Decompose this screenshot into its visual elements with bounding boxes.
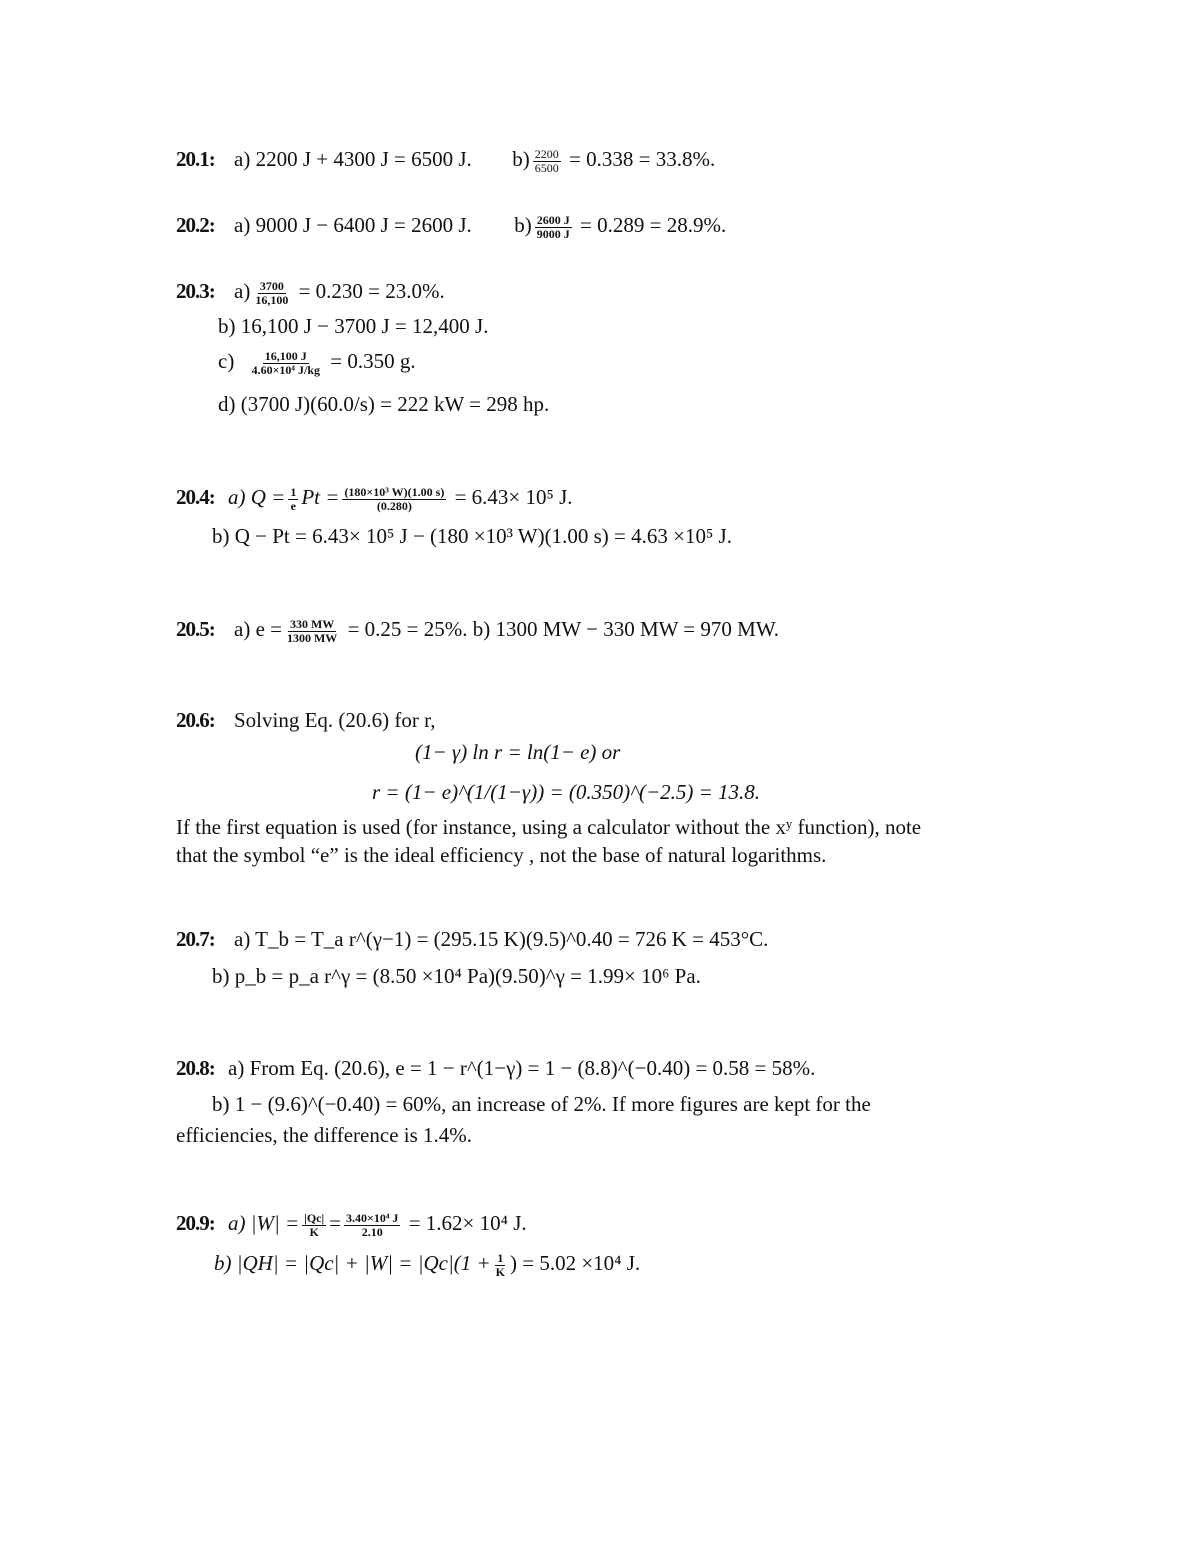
part-b-result: ) = 5.02 ×10⁴ J.	[510, 1250, 641, 1275]
problem-20-1	[176, 148, 715, 174]
fraction	[533, 148, 561, 174]
problem-label: 20.1:	[176, 146, 215, 171]
denominator: 4.60×10⁴ J/kg	[251, 362, 321, 377]
part-b-prefix: b)	[514, 212, 532, 237]
problem-20-4-part-b: b) Q − Pt = 6.43× 10⁵ J − (180 ×10³ W)(1.00 s) = 4.63 ×10⁵ J.	[212, 524, 732, 548]
denominator: 9000 J	[536, 226, 570, 241]
part-b-prefix: b) |QH| = |Qc| + |W| = |Qc|(1 +	[214, 1250, 491, 1275]
problem-20-8	[176, 1058, 815, 1079]
numerator: 3.40×10⁴ J	[346, 1211, 399, 1225]
fraction	[494, 1252, 507, 1278]
part-a: a) T_b = T_a r^(γ−1) = (295.15 K)(9.5)^0.40 = 726 K = 453°C.	[234, 927, 769, 951]
intro-text: Solving Eq. (20.6) for r,	[234, 708, 436, 732]
problem-label: 20.3:	[176, 278, 215, 303]
denominator: 1300 MW	[286, 630, 338, 645]
part-a: a) From Eq. (20.6), e = 1 − r^(1−γ) = 1 − (8.8)^(−0.40) = 0.58 = 58%.	[228, 1056, 816, 1080]
numerator: (180×10³ W)(1.00 s)	[344, 485, 445, 499]
numerator: 1	[290, 485, 297, 499]
problem-20-8-part-c: efficiencies, the difference is 1.4%.	[176, 1123, 473, 1147]
part-a-prefix: a) Q =	[228, 484, 286, 509]
problem-20-5	[176, 618, 779, 644]
fraction	[535, 214, 572, 240]
part-b-result: = 0.289 = 28.9%.	[580, 212, 727, 237]
equation-2: r = (1− e)^(1/(1−γ)) = (0.350)^(−2.5) = 13.8.	[372, 780, 761, 804]
denominator: e	[290, 498, 296, 513]
fraction	[288, 486, 298, 512]
part-a-result: = 6.43× 10⁵ J.	[454, 484, 573, 509]
part-a: a) 2200 J + 4300 J = 6500 J.	[234, 146, 472, 171]
part-a-prefix: a) e =	[234, 616, 282, 641]
problem-20-4	[176, 486, 573, 512]
problem-20-3	[176, 280, 445, 306]
problem-20-6	[176, 710, 436, 731]
part-c-prefix: c)	[218, 348, 235, 373]
part-a: a) 9000 J − 6400 J = 2600 J.	[234, 212, 472, 237]
fraction	[285, 618, 339, 644]
fraction	[342, 486, 446, 512]
numerator: 330 MW	[289, 617, 335, 631]
part-a-prefix: a)	[234, 278, 251, 303]
problem-20-7-part-b: b) p_b = p_a r^γ = (8.50 ×10⁴ Pa)(9.50)^γ = 1.99× 10⁶ Pa.	[212, 964, 701, 988]
denominator: (0.280)	[376, 498, 412, 513]
problem-label: 20.4:	[176, 484, 215, 509]
part-a-middle: Pt =	[301, 484, 340, 509]
numerator: |Qc|	[304, 1211, 325, 1225]
fraction	[253, 280, 290, 306]
problem-20-9	[176, 1212, 527, 1238]
numerator: 16,100 J	[264, 349, 307, 363]
part-a-result: = 0.25 = 25%. b) 1300 MW − 330 MW = 970 MW.	[347, 616, 779, 641]
problem-20-3-part-d: d) (3700 J)(60.0/s) = 222 kW = 298 hp.	[218, 392, 550, 416]
part-a-result: = 1.62× 10⁴ J.	[408, 1210, 527, 1235]
note-line-2: that the symbol “e” is the ideal efficiency , not the base of natural logarithms.	[176, 843, 827, 867]
problem-label: 20.5:	[176, 616, 215, 641]
part-b-result: = 0.338 = 33.8%.	[569, 146, 716, 171]
fraction	[250, 350, 322, 376]
part-a-prefix: a) |W| =	[228, 1210, 300, 1235]
note-line-1: If the first equation is used (for instance, using a calculator without the xʸ function), note	[176, 815, 922, 839]
part-a-middle: =	[329, 1210, 341, 1235]
problem-label: 20.7:	[176, 927, 215, 951]
problem-20-7	[176, 929, 768, 950]
problem-20-8-part-b: b) 1 − (9.6)^(−0.40) = 60%, an increase of 2%. If more figures are kept for the	[212, 1092, 871, 1116]
fraction	[344, 1212, 400, 1238]
fraction	[302, 1212, 326, 1238]
part-c-result: = 0.350 g.	[330, 348, 416, 373]
part-a-result: = 0.230 = 23.0%.	[298, 278, 445, 303]
denominator: 2.10	[361, 1224, 383, 1239]
problem-label: 20.2:	[176, 212, 215, 237]
problem-label: 20.8:	[176, 1056, 215, 1080]
numerator: 2200	[534, 147, 559, 161]
problem-20-3-part-b: b) 16,100 J − 3700 J = 12,400 J.	[218, 314, 489, 338]
problem-20-9-part-b	[214, 1252, 640, 1278]
problem-20-2	[176, 214, 726, 240]
problem-label: 20.6:	[176, 708, 215, 732]
denominator: 16,100	[255, 292, 289, 307]
equation-1: (1− γ) ln r = ln(1− e) or	[415, 740, 621, 764]
numerator: 1	[497, 1251, 504, 1265]
part-b-prefix: b)	[512, 146, 530, 171]
problem-20-3-part-c	[218, 350, 416, 376]
numerator: 2600 J	[536, 213, 570, 227]
problem-label: 20.9:	[176, 1210, 215, 1235]
denominator: K	[309, 1224, 319, 1239]
denominator: K	[495, 1264, 505, 1279]
numerator: 3700	[259, 279, 284, 293]
denominator: 6500	[534, 160, 559, 175]
